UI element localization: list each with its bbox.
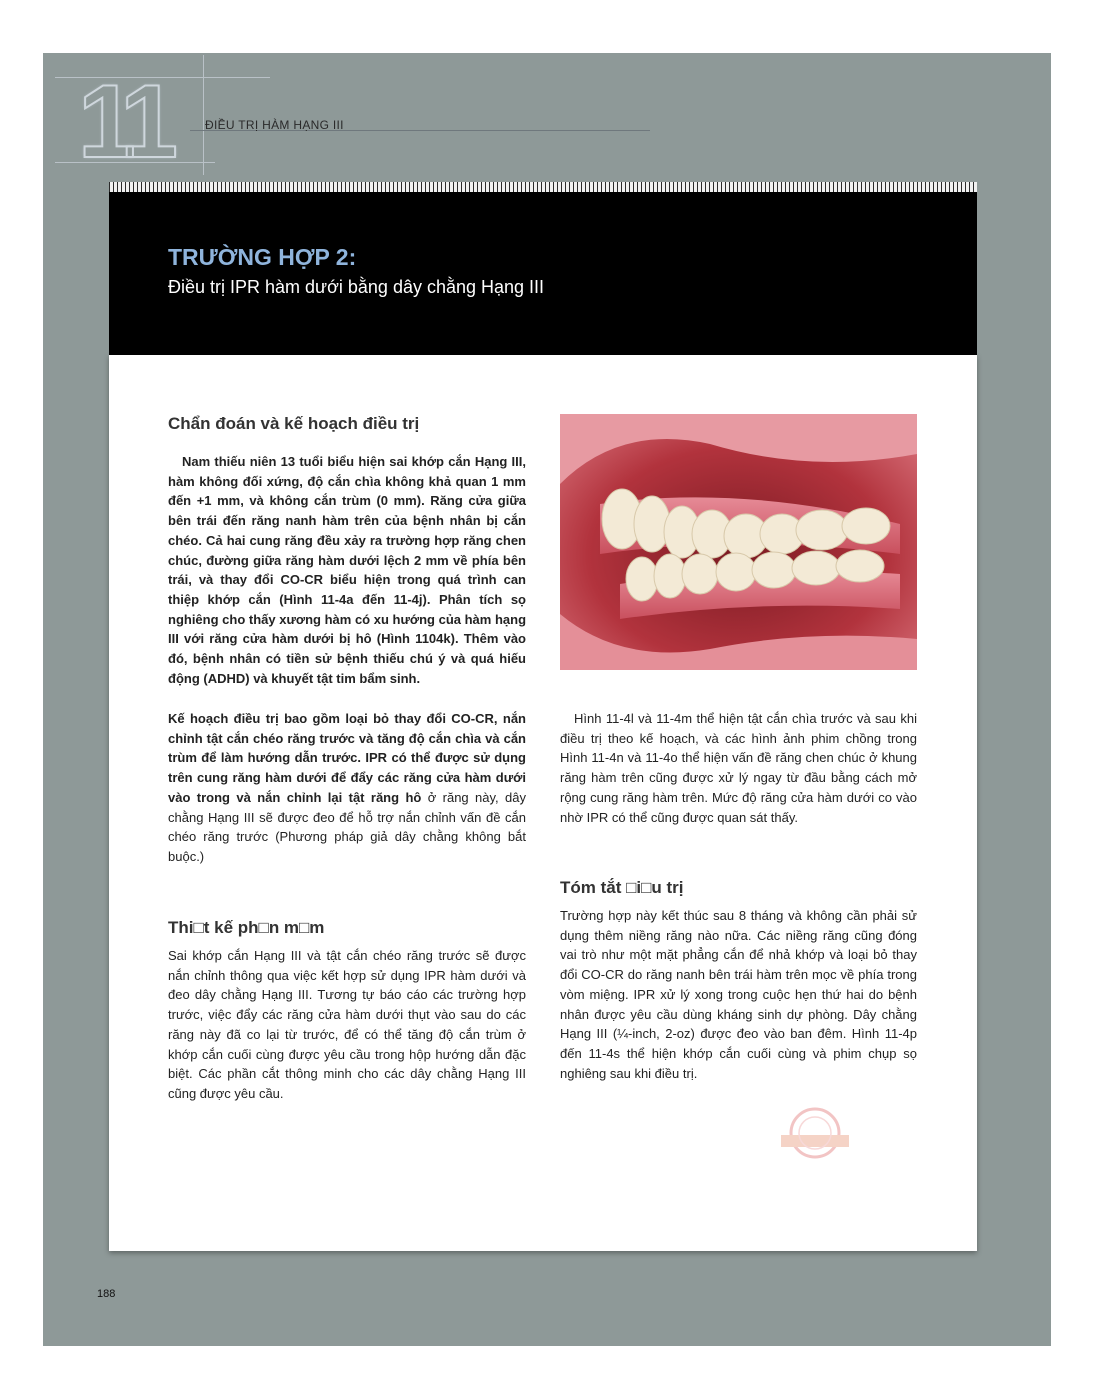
ruler-strip [109,182,977,192]
paragraph-figures: Hình 11-4l và 11-4m thể hiện tật cắn chìa trước và sau khi điều trị theo kế hoạch, và các hình ảnh phim chồng trong Hình 11-4n và 11-4o thể hiện vấn đề răng chen chúc ở khung răng hàm trên cũng được xử lý ngay từ đầu bằng cách mở rộng cung răng hàm trên. Mức độ răng cửa hàm dưới co vào nhờ IPR có thể cũng được quan sát thấy. [560,711,917,825]
page-number: 188 [97,1288,116,1300]
guide-line [203,55,204,175]
paragraph-diagnosis: Nam thiếu niên 13 tuổi biểu hiện sai khớp cắn Hạng III, hàm không đối xứng, độ cắn chìa không khả quan 1 mm đến +1 mm, và không cắn trùm (0 mm). Răng cửa giữa bên trái đến răng nanh hàm trên của bệnh nhân bị cắn chéo. Cả hai cung răng đều xảy ra trường hợp răng chen chúc, đường giữa răng hàm dưới lệch 2 mm về phía bên trái, và thay đổi CO-CR biểu hiện trong quá trình can thiệp khớp cắn (Hình 11-4a đến 11-4j). Phân tích sọ nghiêng cho thấy xương hàm có xu hướng của hàm hạng III với răng cửa hàm dưới bị hô (Hình 1104k). Thêm vào đó, bệnh nhân có tiền sử bệnh thiếu chú ý và quá hiếu động (ADHD) và khuyết tật tim bẩm sinh. [168,454,527,686]
heading-treatment-summary: Tóm tắt □i□u trị [560,878,684,897]
heading-software-design: Thi□t kế ph□n m□m [168,918,325,937]
treatment-plan-rest: ở răng này, dây chằng Hạng III sẽ được đeo để hỗ trợ nắn chỉnh vấn đề cắn chéo răng trước (Phương pháp giả dây chằng không bắt buộc.) [168,789,527,864]
case-title: TRƯỜNG HỢP 2: [168,244,357,270]
case-subtitle: Điều trị IPR hàm dưới bằng dây chằng Hạng III [168,277,545,297]
paragraph-treatment-summary: Trường hợp này kết thúc sau 8 tháng và không cần phải sử dụng thêm niềng răng nào nữa. Các niềng răng cũng đóng vai trò như một mặt phẳng cắn để nhả khớp và loại bỏ thay đổi CO-CR do răng nanh bên trái hàm trên mọc về phía trong vòm miệng. IPR xử lý xong trong cuộc hẹn thứ hai do bệnh nhân được yêu cầu dùng kháng sinh dự phòng. Dây chằng Hạng III (¼-inch, 2-oz) được đeo vào ban đêm. Hình 11-4p đến 11-4s thể hiện khớp cắn cuối cùng và phim chụp sọ nghiêng sau khi điều trị. [560,908,917,1081]
case-banner [109,192,977,355]
intraoral-photo [560,414,917,670]
watermark-stamp [775,1105,855,1165]
paragraph-treatment-plan [168,709,526,867]
chapter-number: 11 [78,64,168,180]
paragraph-software-design: Sai khớp cắn Hạng III và tật cắn chéo răng trước sẽ được nắn chỉnh thông qua việc kết hợp sử dụng IPR hàm dưới và đeo dây chằng Hạng III. Tương tự báo cáo các trường hợp trước, việc đẩy các răng cửa hàm dưới thụt vào sau do các răng này đã co lại từ trước, để có thể tăng độ cắn trùm ở khớp cắn cuối cùng được yêu cầu trong hộp hướng dẫn đặc biệt. Các phần cắt thông minh cho các dây chằng Hạng III cũng được yêu cầu. [168,948,526,1101]
treatment-plan-bold: Kế hoạch điều trị bao gồm loại bỏ thay đổi CO-CR, nắn chỉnh tật cắn chéo răng trước và tăng độ cắn chìa và cắn trùm để làm hướng dẫn trước. IPR có thể được sử dụng trên cung răng hàm dưới để đẩy các răng cửa hàm dưới vào trong và nắn chỉnh lại tật răng hô [168,711,526,805]
heading-diagnosis: Chẩn đoán và kế hoạch điều trị [168,414,420,433]
chapter-title: ĐIỀU TRỊ HÀM HẠNG III [205,118,344,132]
